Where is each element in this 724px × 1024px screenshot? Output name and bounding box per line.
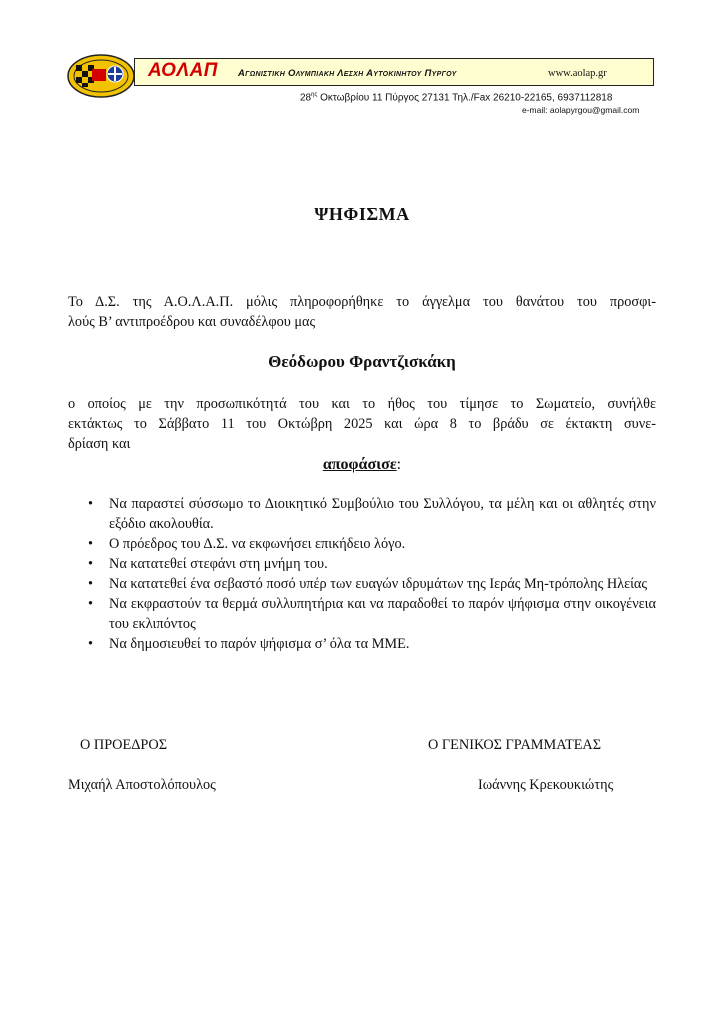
decision-item: • Να δημοσιευθεί το παρόν ψήφισμα σ’ όλα τα ΜΜΕ. <box>68 634 656 654</box>
document-title: ΨΗΦΙΣΜΑ <box>314 204 410 224</box>
decision-item: • Να κατατεθεί στεφάνι στη μνήμη του. <box>68 554 656 574</box>
club-acronym: ΑΟΛΑΠ <box>148 60 218 81</box>
president-name: Μιχαήλ Αποστολόπουλος <box>68 777 216 793</box>
club-full-name: Αγωνιστικη Ολυμπιακη Λεσχη Αυτοκινητου Πυργου <box>238 68 457 79</box>
club-logo <box>66 53 136 99</box>
intro-paragraph <box>68 292 656 332</box>
secretary-title: Ο ΓΕΝΙΚΟΣ ΓΡΑΜΜΑΤΕΑΣ <box>428 737 602 753</box>
president-title: Ο ΠΡΟΕΔΡΟΣ <box>80 737 168 753</box>
meeting-line-2: εκτάκτως το Σάββατο 11 του Οκτώβρη 2025 και ώρα 8 το βράδυ σε έκτακτη συνε- <box>68 416 656 432</box>
decision-item: • Να παραστεί σύσσωμο το Διοικητικό Συμβούλιο του Συλλόγου, τα μέλη και οι αθλητές στην εξόδιο ακολουθία. <box>68 494 656 534</box>
meeting-line-1: ο οποίος με την προσωπικότητά του και το ήθος του τίμησε το Σωματείο, συνήλθε <box>68 396 656 412</box>
intro-line-1: Το Δ.Σ. της Α.Ο.Λ.Α.Π. μόλις πληροφορήθηκε το άγγελμα του θανάτου του προσφι- <box>68 294 656 310</box>
decision-item: • Να εκφραστούν τα θερμά συλλυπητήρια και να παραδοθεί το παρόν ψήφισμα στην οικογένεια του εκλιπόντος <box>68 594 656 634</box>
meeting-line-3: δρίαση και <box>68 436 131 452</box>
intro-line-2: λούς Β’ αντιπροέδρου και συναδέλφου μας <box>68 314 316 330</box>
decision-item: • Να κατατεθεί ένα σεβαστό ποσό υπέρ των ευαγών ιδρυμάτων της Ιεράς Μη-τρόπολης Ηλείας <box>68 574 656 594</box>
meeting-paragraph <box>68 394 656 454</box>
decided-heading: αποφάσισε: <box>322 456 402 473</box>
club-website-link[interactable]: www.aolap.gr <box>548 68 607 79</box>
club-address: $28^{\eta\varsigma}$ Οκτωβρίου 11 Πύργος 27131 Τηλ./Fax 26210-22165, 6937112818 <box>300 92 613 104</box>
decision-item: • Ο πρόεδρος του Δ.Σ. να εκφωνήσει επικήδειο λόγο. <box>68 534 656 554</box>
secretary-name: Ιωάννης Κρεκουκιώτης <box>478 777 614 793</box>
decisions-list <box>68 494 656 654</box>
deceased-name: Θεόδωρου Φραντζισκάκη <box>268 352 456 371</box>
club-email[interactable]: e-mail: aolapyrgou@gmail.com <box>522 105 640 115</box>
